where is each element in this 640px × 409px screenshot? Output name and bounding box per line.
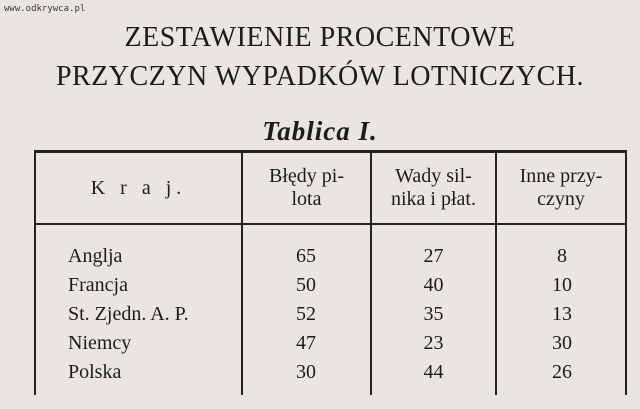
header-pilot-errors-line2: lota bbox=[291, 188, 322, 210]
header-separator-rule bbox=[34, 223, 627, 225]
country-name: St. Zjedn. A. P. bbox=[68, 303, 189, 325]
engine-defects-value: 40 bbox=[423, 274, 444, 296]
header-pilot-errors bbox=[243, 153, 370, 223]
table-row bbox=[34, 332, 627, 361]
statistics-table bbox=[34, 150, 627, 395]
pilot-errors-value: 30 bbox=[296, 361, 316, 383]
watermark: www.odkrywca.pl bbox=[4, 4, 86, 14]
header-other-causes-line2: czyny bbox=[537, 188, 585, 210]
country-name: Anglja bbox=[68, 245, 123, 267]
engine-defects-value: 44 bbox=[423, 361, 444, 383]
table-row bbox=[34, 361, 627, 390]
header-country-label: K r a j. bbox=[90, 176, 187, 199]
pilot-errors-value: 50 bbox=[296, 274, 316, 296]
header-pilot-errors-line1: Błędy pi- bbox=[269, 165, 344, 187]
engine-defects-value: 23 bbox=[423, 332, 444, 354]
title-line-1: ZESTAWIENIE PROCENTOWE bbox=[124, 22, 516, 53]
table-row bbox=[34, 303, 627, 332]
table-caption: Tablica I. bbox=[262, 116, 378, 146]
table-row bbox=[34, 274, 627, 303]
header-other-causes bbox=[497, 153, 625, 223]
engine-defects-value: 35 bbox=[423, 303, 444, 325]
header-engine-defects bbox=[372, 153, 495, 223]
header-engine-defects-line1: Wady sil- bbox=[395, 165, 472, 187]
title-line-2: PRZYCZYN WYPADKÓW LOTNICZYCH. bbox=[55, 61, 585, 92]
country-name: Francja bbox=[68, 274, 128, 296]
header-country bbox=[36, 153, 241, 223]
other-causes-value: 13 bbox=[552, 303, 572, 325]
pilot-errors-value: 47 bbox=[296, 332, 316, 354]
other-causes-value: 10 bbox=[552, 274, 572, 296]
pilot-errors-value: 52 bbox=[296, 303, 316, 325]
country-name: Polska bbox=[68, 361, 122, 383]
pilot-errors-value: 65 bbox=[296, 245, 316, 267]
header-engine-defects-line2: nika i płat. bbox=[391, 188, 476, 210]
other-causes-value: 8 bbox=[557, 245, 567, 267]
engine-defects-value: 27 bbox=[423, 245, 444, 267]
other-causes-value: 26 bbox=[552, 361, 572, 383]
header-other-causes-line1: Inne przy- bbox=[519, 165, 603, 187]
country-name: Niemcy bbox=[68, 332, 132, 354]
table-row bbox=[34, 245, 627, 274]
other-causes-value: 30 bbox=[552, 332, 572, 354]
